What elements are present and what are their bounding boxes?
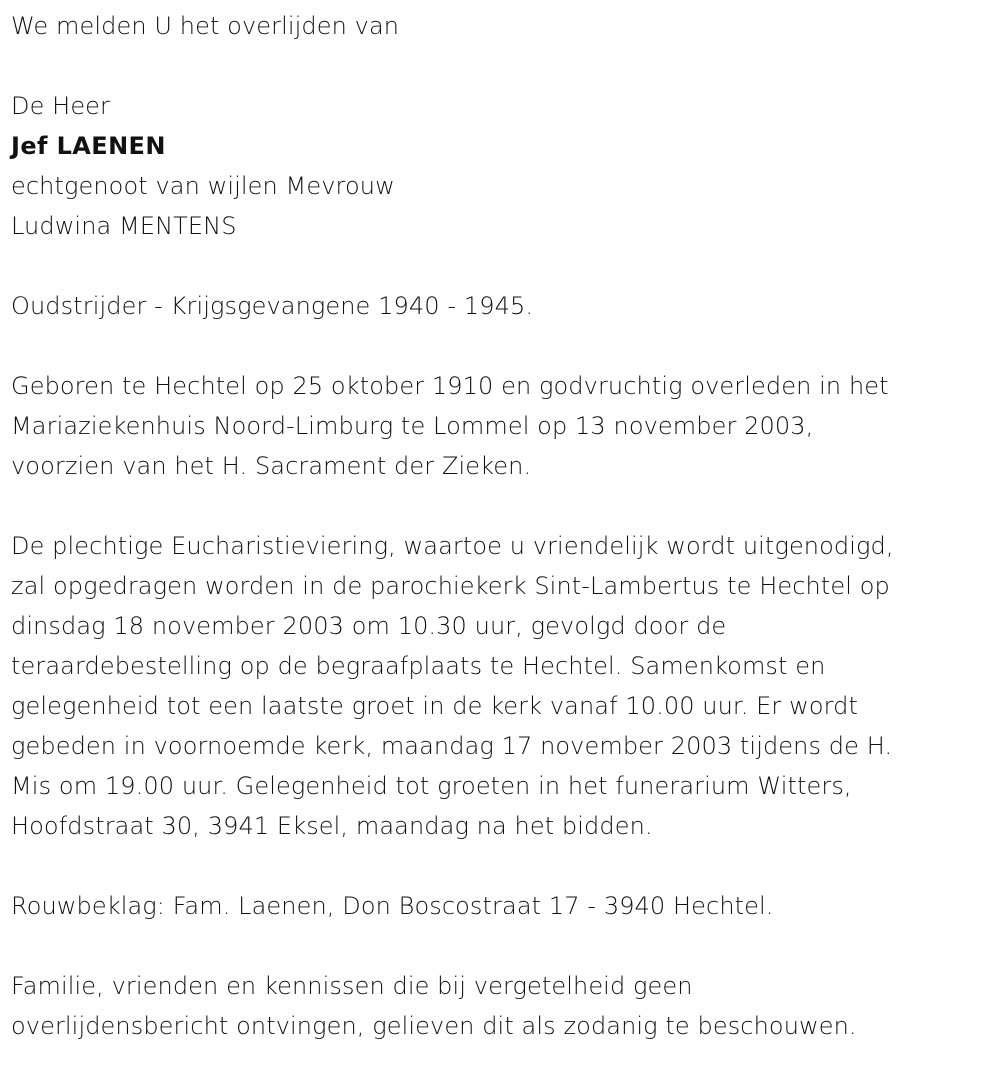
spouse-line: echtgenoot van wijlen Mevrouw	[11, 172, 395, 200]
paragraph-line: dinsdag 18 november 2003 om 10.30 uur, gevolgd door de	[11, 612, 727, 640]
spacer	[11, 46, 996, 86]
deceased-title: De Heer	[11, 92, 111, 120]
paragraph-line: teraardebestelling op de begraafplaats te Hechtel. Samenkomst en	[11, 652, 826, 680]
veteran-text: Oudstrijder - Krijgsgevangene 1940 - 1945.	[11, 292, 534, 320]
paragraph-line: De plechtige Eucharistieviering, waartoe u vriendelijk wordt uitgenodigd,	[11, 532, 894, 560]
paragraph-line: overlijdensbericht ontvingen, gelieven dit als zodanig te beschouwen.	[11, 1012, 857, 1040]
paragraph-line: gelegenheid tot een laatste groet in de kerk vanaf 10.00 uur. Er wordt	[11, 692, 859, 720]
condolences-text: Rouwbeklag: Fam. Laenen, Don Boscostraat 17 - 3940 Hechtel.	[11, 892, 774, 920]
funeral-paragraph	[11, 526, 996, 846]
paragraph-line: Mariaziekenhuis Noord-Limburg te Lommel op 13 november 2003,	[11, 412, 814, 440]
spacer	[11, 486, 996, 526]
paragraph-line: Geboren te Hechtel op 25 oktober 1910 en godvruchtig overleden in het	[11, 372, 889, 400]
spacer	[11, 926, 996, 966]
birth-death-paragraph	[11, 366, 996, 486]
closing-paragraph	[11, 966, 996, 1046]
death-notice	[11, 6, 996, 1046]
paragraph-line: Hoofdstraat 30, 3941 Eksel, maandag na het bidden.	[11, 812, 653, 840]
spacer	[11, 246, 996, 286]
intro-text: We melden U het overlijden van	[11, 12, 400, 40]
spouse-name: Ludwina MENTENS	[11, 212, 237, 240]
paragraph-line: gebeden in voornoemde kerk, maandag 17 november 2003 tijdens de H.	[11, 732, 893, 760]
spacer	[11, 846, 996, 886]
spacer	[11, 326, 996, 366]
deceased-name: Jef LAENEN	[11, 132, 166, 160]
paragraph-line: Familie, vrienden en kennissen die bij vergetelheid geen	[11, 972, 693, 1000]
paragraph-line: Mis om 19.00 uur. Gelegenheid tot groeten in het funerarium Witters,	[11, 772, 852, 800]
paragraph-line: voorzien van het H. Sacrament der Zieken.	[11, 452, 532, 480]
paragraph-line: zal opgedragen worden in de parochiekerk Sint-Lambertus te Hechtel op	[11, 572, 890, 600]
